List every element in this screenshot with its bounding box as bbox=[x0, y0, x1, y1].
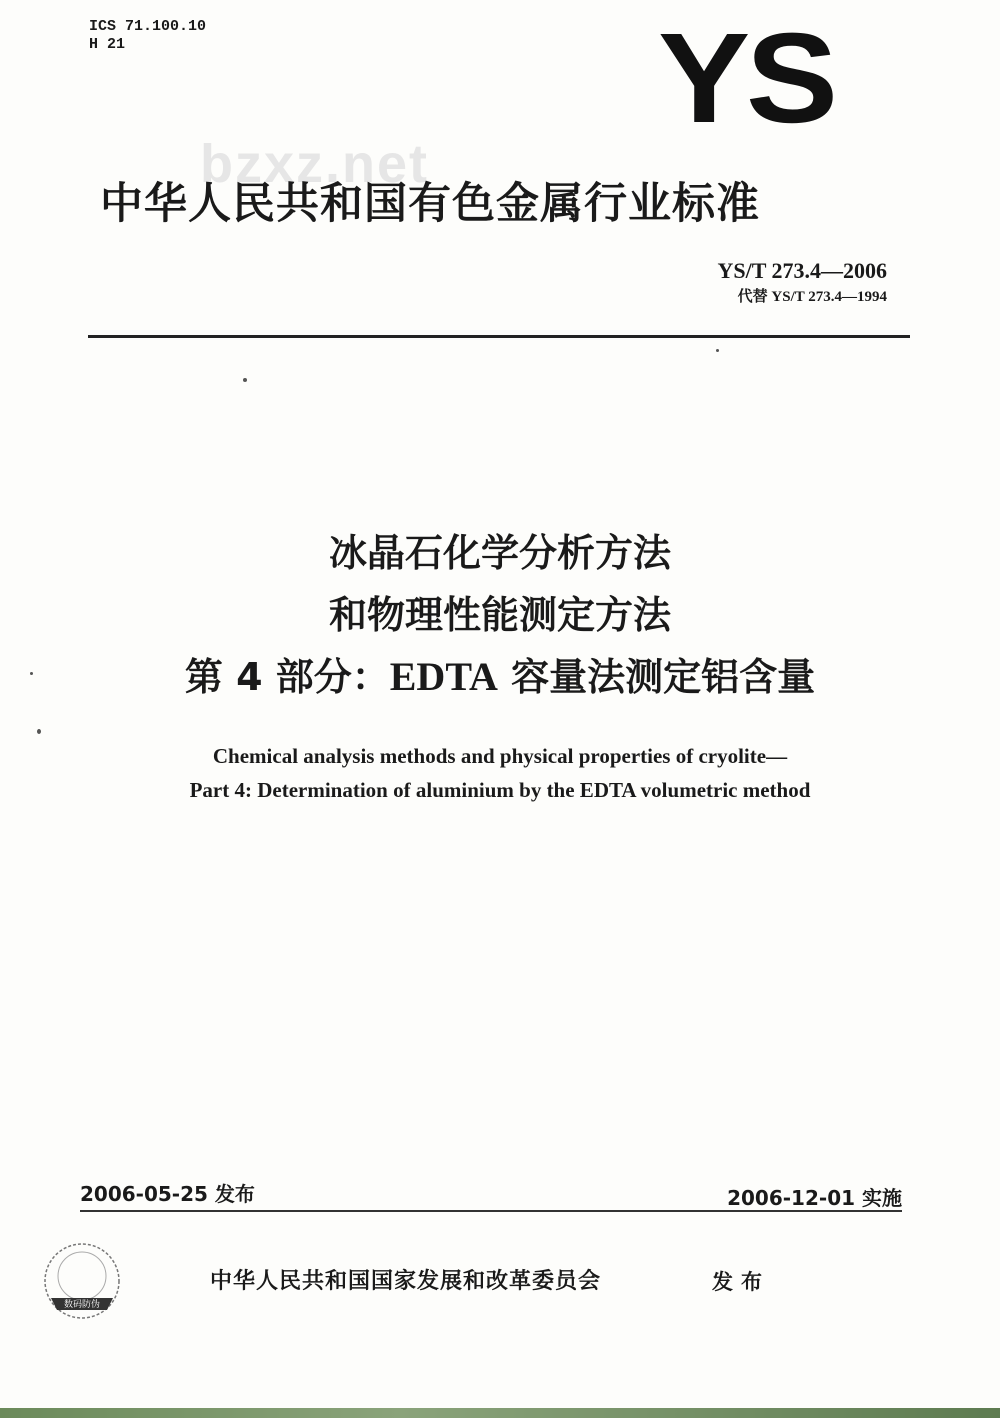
scan-speck bbox=[30, 672, 33, 675]
title-en-line1: Chemical analysis methods and physical properties of cryolite— bbox=[212, 744, 788, 768]
publish-verb: 发布 bbox=[712, 1270, 770, 1294]
ys-logo: YS bbox=[658, 7, 834, 150]
title-cn-line3 bbox=[0, 654, 1000, 700]
title-cn-line3-suffix: 容量法测定铝含量 bbox=[497, 655, 816, 699]
scan-speck bbox=[37, 729, 41, 734]
ccs-code: H 21 bbox=[89, 36, 126, 53]
scan-speck bbox=[243, 378, 247, 382]
classification-codes bbox=[89, 18, 206, 54]
title-cn-line3-latin: EDTA bbox=[389, 654, 498, 699]
title-cn-line2: 和物理性能测定方法 bbox=[328, 593, 671, 637]
scan-speck bbox=[716, 349, 719, 352]
date-divider bbox=[80, 1210, 902, 1212]
seal-text: 数码防伪 bbox=[63, 1300, 101, 1310]
ics-code: ICS 71.100.10 bbox=[89, 18, 207, 35]
header-divider bbox=[88, 335, 910, 338]
watermark: bzxz.net bbox=[200, 134, 430, 194]
implementation-date: 2006-12-01 实施 bbox=[727, 1186, 902, 1210]
title-cn-line3-prefix: 第 4 部分： bbox=[184, 655, 390, 699]
publisher-name: 中华人民共和国国家发展和改革委员会 bbox=[210, 1269, 602, 1294]
bottom-edge bbox=[0, 1408, 1000, 1418]
standard-number: YS/T 273.4—2006 bbox=[717, 258, 887, 283]
anti-counterfeit-seal-icon bbox=[41, 1240, 123, 1322]
replaces-standard: 代替 YS/T 273.4—1994 bbox=[737, 289, 887, 305]
issue-date: 2006-05-25 发布 bbox=[80, 1182, 255, 1206]
title-en-line2: Part 4: Determination of aluminium by the EDTA volumetric method bbox=[189, 778, 811, 802]
title-cn-line1: 冰晶石化学分析方法 bbox=[328, 531, 671, 575]
standard-type-title: 中华人民共和国有色金属行业标准 bbox=[100, 179, 760, 229]
